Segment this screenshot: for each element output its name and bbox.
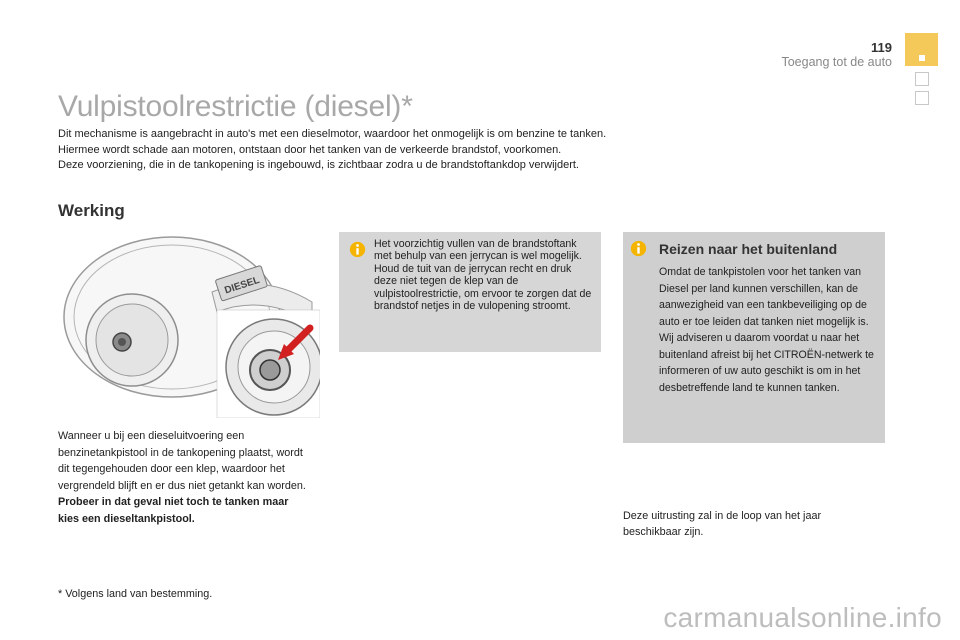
- info-paragraph: Het voorzichtig vullen van de brandstoftank met behulp van een jerrycan is wel mogelijk.: [374, 238, 582, 263]
- section-name: Toegang tot de auto: [781, 55, 892, 69]
- info-box-text: [374, 238, 596, 312]
- section-tab-empty[interactable]: [915, 91, 929, 105]
- info-paragraph: Houd de tuit van de jerrycan recht en druk deze niet tegen de klep van de vulpistoolrestrictie, om ervoor te zorgen dat de brandstof netjes in de vulopening stroomt.: [374, 262, 592, 313]
- travel-box-text: [659, 264, 881, 396]
- info-icon: [630, 240, 647, 257]
- footnote: * Volgens land van bestemming.: [58, 588, 213, 600]
- watermark: carmanualsonline.info: [663, 602, 942, 633]
- section-tab-marker: [919, 55, 925, 61]
- travel-paragraph: Wij adviseren u daarom voordat u naar het buitenland afreist bij het CITROËN-netwerk te informeren of uw auto geschikt is om in het desbetreffende land te kunnen tanken.: [659, 332, 874, 394]
- section-tab-empty[interactable]: [915, 72, 929, 86]
- diesel-label: DIESEL: [223, 274, 262, 297]
- section-heading: Werking: [58, 201, 125, 220]
- jerrycan-info-box: [339, 232, 601, 352]
- operation-description: [58, 428, 310, 527]
- availability-note: Deze uitrusting zal in de loop van het jaar beschikbaar zijn.: [623, 510, 822, 538]
- travel-abroad-box: [623, 232, 885, 443]
- page-title: Vulpistoolrestrictie (diesel)*: [58, 90, 413, 123]
- intro-paragraph: Deze voorziening, die in de tankopening is ingebouwd, is zichtbaar zodra u de brandstoftankdop verwijdert.: [58, 159, 579, 171]
- fuel-filler-illustration: [62, 232, 320, 418]
- operation-paragraph: Wanneer u bij een dieseluitvoering een benzinetankpistool in de tankopening plaatst, wordt dit tegengehouden door een klep, waardoor het vergrendeld blijft en er dus niet getankt kan worden.: [58, 430, 306, 492]
- travel-box-title: Reizen naar het buitenland: [659, 241, 838, 257]
- operation-warning: Probeer in dat geval niet toch te tanken maar kies een dieseltankpistool.: [58, 496, 289, 525]
- page-number: 119: [871, 40, 892, 55]
- intro-paragraph: Dit mechanisme is aangebracht in auto's met een dieselmotor, waardoor het onmogelijk is om benzine te tanken. Hiermee wordt schade aan motoren, ontstaan door het tanken van de verkeerde brandstof, voorkomen.: [58, 128, 607, 156]
- travel-paragraph: Omdat de tankpistolen voor het tanken van Diesel per land kunnen verschillen, kan de aanwezigheid van een tankbeveiliging op de auto er toe leiden dat tanken niet mogelijk is.: [659, 266, 869, 328]
- section-tab[interactable]: [905, 33, 938, 66]
- info-icon: [349, 241, 366, 258]
- intro-text: [58, 127, 618, 174]
